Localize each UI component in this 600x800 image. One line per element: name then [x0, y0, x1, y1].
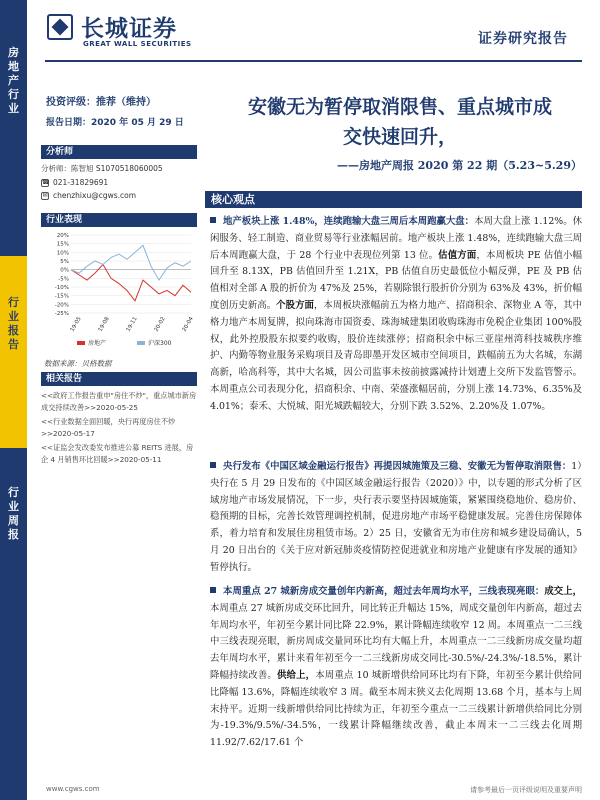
band-char: 行	[8, 296, 19, 309]
bullet-square-icon	[210, 217, 216, 223]
related-heading: 相关报告	[41, 372, 197, 386]
logo-text-cn: 长城证券	[81, 16, 177, 42]
y-tick-label: 15%	[56, 241, 69, 248]
y-tick-label: 0%	[60, 267, 69, 274]
logo-text-en: GREAT WALL SECURITIES	[83, 40, 192, 48]
core-paragraph-3	[210, 584, 582, 752]
y-tick-label: 20%	[56, 233, 69, 239]
title-line-1: 安徽无为暂停取消限售、重点城市成	[247, 96, 552, 118]
related-report-link[interactable]: <<行业数据全面回暖，央行再度房住不炒>>2020-05-17	[41, 417, 176, 438]
paragraph-text: ，本周板块涨幅前五为格力地产、招商积余、深物业 A 等，其中格力地产本周复牌，拟向珠海市国资委、珠海城建集团收购珠海市免税企业集团 100%股权，此外控股股东拟要约收购，股价连续涨停；招商积余中标三亚崖州湾科技城秩序维护、内勤等物业服务采购项目及青岛即墨开发区城市空间项目，跌幅前五为大名城，东湖高新，哈高科等，其中大名城，因公司监事未按前披露减持计划遭上交所下发监管警示。本周重点公司表现分化，招商积余、中南、荣盛涨幅居前，分别上涨 14.73%、6.35%及 4.01%；泰禾、大悦城、阳光城跌幅较大，分别下跌 3.52%、2.20%及 1.07%。	[210, 299, 582, 412]
band-char: 周	[8, 514, 19, 527]
y-tick-label: -15%	[54, 293, 69, 300]
chart-source: 数据来源：贝格数据	[44, 359, 112, 368]
page-header	[27, 0, 600, 60]
band-industry-real-estate	[0, 0, 27, 256]
band-char: 业	[8, 310, 19, 323]
analyst-name-text: 分析师：陈智旭 S1070518060005	[41, 164, 163, 173]
footer-website[interactable]: www.cgws.com	[46, 785, 100, 793]
phone-icon: ☎	[42, 178, 50, 186]
report-type-label: 证券研究报告	[478, 31, 568, 47]
bullet-square-icon	[210, 462, 216, 468]
y-tick-label: 5%	[60, 259, 69, 265]
title-line-2: 交快速回升，	[342, 126, 457, 148]
report-title	[205, 92, 595, 152]
paragraph-lead: 本周重点 27 城新房成交量创年内新高，超过去年周均水平，三线表现亮眼：	[223, 586, 545, 597]
core-paragraph-1	[210, 214, 582, 416]
legend-swatch	[77, 341, 85, 345]
paragraph-text: 本周大盘上涨 1.12%。休闲服务、轻工制造、商业贸易等行业涨幅居前。地产板块上涨 1.48%，连续跑输大盘三周后本周跑赢大盘，于 28 个行业中表现位列第 13 位。	[210, 216, 582, 261]
report-date: 报告日期：2020 年 05 月 29 日	[46, 118, 184, 128]
y-tick-label: 10%	[56, 250, 69, 257]
x-tick-label: 20-02	[153, 316, 167, 333]
core-views-heading: 核心观点	[205, 191, 582, 208]
y-tick-label: -25%	[54, 311, 69, 317]
bullet-square-icon	[210, 587, 216, 593]
analyst-email[interactable]	[41, 191, 197, 200]
band-char: 房	[8, 46, 19, 59]
x-tick-label: 19-05	[69, 316, 83, 333]
legend-label: 沪深300	[148, 340, 172, 347]
band-char: 报	[8, 528, 19, 541]
related-report-link[interactable]: <<政府工作报告重申"房住不炒"，重点城市新房成交持续改善>>2020-05-25	[41, 391, 197, 412]
analyst-heading: 分析师	[41, 145, 197, 159]
legend-label: 房地产	[88, 340, 107, 347]
paragraph-lead: 地产板块上涨 1.48%，连续跑输大盘三周后本周跑赢大盘：	[223, 216, 475, 227]
series-line	[71, 245, 191, 280]
report-subtitle: ——房地产周报 2020 第 22 期（5.23~5.29）	[336, 159, 582, 172]
core-paragraph-2	[210, 459, 582, 577]
analyst-phone	[41, 178, 197, 187]
paragraph-emphasis: 个股方面	[276, 299, 314, 311]
band-char: 地	[8, 60, 19, 73]
x-tick-label: 19-11	[125, 316, 139, 333]
paragraph-text: 本周重点 27 城新房成交环比回升，同比转正升幅达 15%，周成交量创年内新高，超过去年周均水平，年初至今累计同比降 22.9%，累计降幅连续收窄 12 周。本周重点一二三线中三线表现亮眼，新房周成交量同环比均有大幅上升，本周重点一二三线新房成交量均超去年周均水平，累计来看年初至今一二三线新房成交同比-30.5%/-24.3%/-18.5%，累计降幅持续改善。	[210, 602, 582, 681]
paragraph-text: 本周重点 10 城新增供给同环比均有下降，年初至今累计供给同比降幅 13.6%，降幅连续收窄 3 周。截至本周末狭义去化周期 13.68 个月，基本与上周末持平。近期一线新增供给同比持续为正，年初至今重点一二三线累计新增供给同比分别为-19.3%/9.5%/-34.5%，一线累计降幅继续改善，截止本周末一二三线去化周期 11.92/7.62/17.61 个	[210, 669, 582, 749]
band-char: 行	[8, 88, 19, 101]
paragraph-lead: 央行发布《中国区域金融运行报告》再提因城施策及三稳、安徽无为暂停取消限售：	[223, 461, 572, 472]
header-divider	[45, 60, 582, 62]
band-industry-weekly	[0, 448, 27, 800]
related-list	[41, 390, 197, 466]
legend-swatch	[137, 341, 145, 345]
analyst-email-text[interactable]: chenzhixu@cgws.com	[53, 191, 137, 200]
x-tick-label: 20-04	[181, 316, 195, 333]
band-industry-report	[0, 256, 27, 448]
y-tick-label: -10%	[54, 285, 69, 291]
investment-rating: 投资评级：推荐（维持）	[46, 97, 156, 108]
y-tick-label: -20%	[54, 302, 69, 309]
analyst-name	[41, 163, 197, 174]
band-char: 业	[8, 500, 19, 513]
band-char: 产	[8, 74, 19, 87]
chart-heading: 行业表现	[41, 213, 197, 227]
related-reports-section	[41, 372, 197, 468]
analyst-phone-text: 021-31829691	[53, 178, 109, 187]
x-tick-label: 19-08	[97, 316, 111, 333]
industry-performance-chart	[41, 213, 197, 353]
performance-chart-svg	[41, 229, 197, 353]
paragraph-text: 1）央行在 5 月 29 日发布的《中国区域金融运行报告（2020）》中，以专题的形式分析了区域房地产市场发展情况，下一步，央行表示要坚持因城施策，紧紧围绕稳地价、稳房价、稳预期的目标，完善长效管理调控机制，促进房地产市场平稳健康发展。完善住房保障体系，着力培育和发展住房租赁市场。2）25 日，安徽省无为市住房和城乡建设局确认，5 月 20 日出台的《关于应对新冠肺炎疫情防控促进就业和房地产业健康有序发展的通知》暂停执行。	[210, 461, 582, 573]
band-char: 行	[8, 486, 19, 499]
y-tick-label: -5%	[58, 276, 69, 283]
paragraph-emphasis: 供给上，	[276, 669, 316, 681]
band-char: 告	[8, 338, 19, 351]
analyst-section	[41, 145, 197, 200]
related-report-link[interactable]: <<证监会发改委发布推进公募 REITS 进展，房企 4 月销售环比回暖>>2020-05-11	[41, 443, 194, 464]
band-char: 业	[8, 102, 19, 115]
footer-disclaimer: 请参考最后一页评级说明及重要声明	[470, 786, 582, 794]
company-logo-icon	[47, 14, 73, 40]
paragraph-emphasis: 成交上，	[544, 586, 582, 597]
mail-icon: ✉	[42, 191, 48, 199]
band-char: 报	[8, 324, 19, 337]
paragraph-text: ，本周板块 PE 估值小幅回升至 8.13X，PB 估值回升至 1.21X，PB 估值自历史最低位小幅反弹，PE 及 PB 估值相对全部 A 股的折价为 47%及 25%，若剔除银行股折价分别为 63%及 43%，折价幅度创历史新高。	[210, 249, 582, 311]
paragraph-emphasis: 估值方面	[438, 249, 477, 261]
